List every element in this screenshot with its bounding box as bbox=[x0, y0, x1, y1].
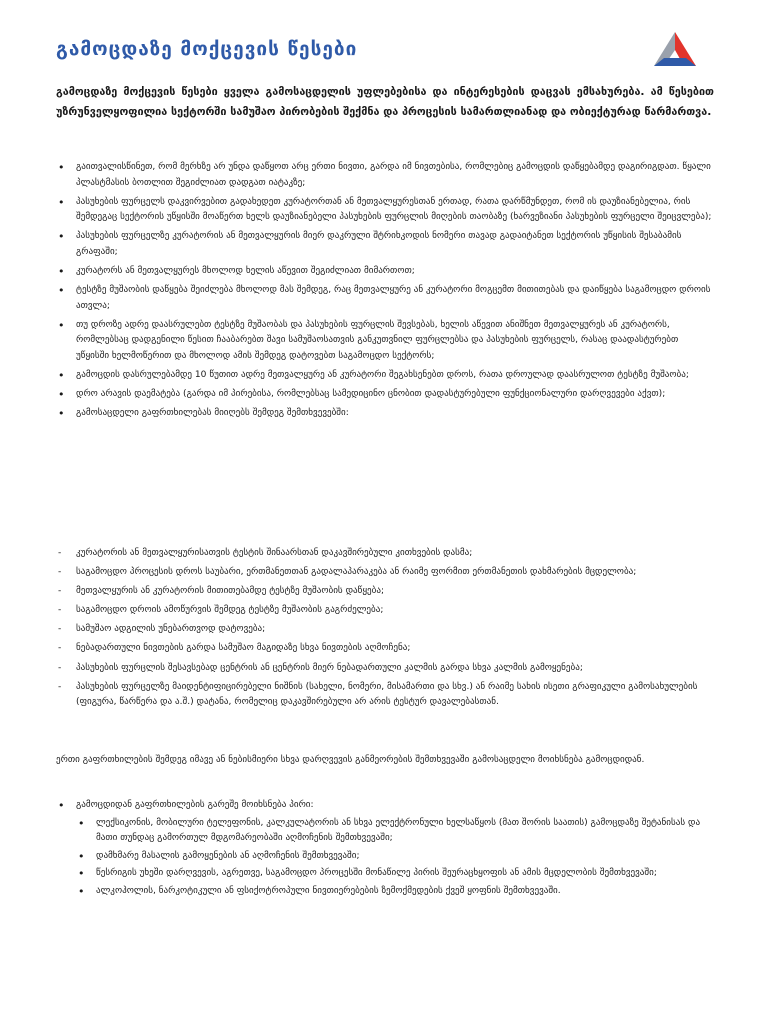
list-item: - პასუხების ფურცლის შესავსებად ცენტრის ან ცენტრის მიერ ნებადართული კალმის გარდა სხვა კალმის გამოყენება; bbox=[56, 661, 714, 677]
rules-list bbox=[56, 160, 714, 425]
list-item: • გამოსაცდელი გაფრთხილებას მიიღებს შემდეგ შემთხვევებში: bbox=[56, 406, 714, 422]
list-item: - საგამოცდო პროცესის დროს საუბარი, ერთმანეთთან გადალაპარაკება ან რაიმე ფორმით ერთმანეთის დახმარების მცდელობა; bbox=[56, 565, 714, 581]
removal-cases bbox=[76, 816, 714, 900]
list-item: • პასუხების ფურცელზე კურატორის ან მეთვალყურის მიერ დაკრული შტრიხკოდის ნომერი თავად გადაიტანეთ სექტორის უწყისის შესაბამის გრაფაში; bbox=[56, 229, 714, 260]
removal-intro: გამოცდიდან გაფრთხილების გარეშე მოიხსნება პირი: bbox=[76, 800, 314, 810]
list-item: - მეთვალყურის ან კურატორის მითითებამდე ტესტზე მუშაობის დაწყება; bbox=[56, 584, 714, 600]
list-item: • გამოცდის დასრულებამდე 10 წუთით ადრე მეთვალყურე ან კურატორი შეგახსენებთ დროს, რათა დროულად დაასრულოთ ტესტზე მუშაობა; bbox=[56, 368, 714, 384]
removal-note: ერთი გაფრთხილების შემდეგ იმავე ან ნებისმიერი სხვა დარღვევის განმეორების შემთხვევაში გამოსაცდელი მოიხსნება გამოცდიდან. bbox=[56, 755, 645, 765]
list-item: - ნებადართული ნივთების გარდა სამუშაო მაგიდაზე სხვა ნივთების აღმოჩენა; bbox=[56, 641, 714, 657]
list-item: • პასუხების ფურცელს დაკვირვებით გადახედეთ კურატორთან ან მეთვალყურესთან ერთად, რათა დარწმუნდეთ, რომ ის დაუზიანებელია, რის შემდეგაც სექტორის უწყისში მოაწერთ ხელს დაუზიანებელი პასუხების ფურცლის მიღების თაობაზე (ხარვეზიანი პასუხების ფურცელი შეიცვლება); bbox=[56, 195, 714, 226]
list-item: • დამხმარე მასალის გამოყენების ან აღმოჩენის შემთხვევაში; bbox=[76, 849, 714, 865]
list-item: - სამუშაო ადგილის უნებართვოდ დატოვება; bbox=[56, 622, 714, 638]
list-item: - საგამოცდო დროის ამოწურვის შემდეგ ტესტზე მუშაობის გაგრძელება; bbox=[56, 603, 714, 619]
list-item: • კურატორს ან მეთვალყურეს მხოლოდ ხელის აწევით შეგიძლიათ მიმართოთ; bbox=[56, 264, 714, 280]
intro-paragraph: გამოცდაზე მოქცევის წესები ყველა გამოსაცდელის უფლებებისა და ინტერესების დაცვას ემსახურება. ამ წესებით უზრუნველყოფილია სექტორში სამუშაო პირობების შექმნა და პროცესის სამართლიანად და ობიექტურად წარმართვა. bbox=[56, 85, 714, 118]
list-item: • ლექსიკონის, მობილური ტელეფონის, კალკულატორის ან სხვა ელექტრონული ხელსაწყოს (მათ შორის საათის) გამოცდაზე შეტანისას და მათი თუნდაც გამორთულ მდგომარეობაში აღმოჩენის შემთხვევაში; bbox=[76, 816, 714, 847]
list-item: • თუ დროზე ადრე დაასრულებთ ტესტზე მუშაობას და პასუხების ფურცლის შევსებას, ხელის აწევით ანიშნეთ მეთვალყურეს ან კურატორს, რომლებსაც დადგენილი წესით ჩააბარებთ შავი სამუშაოსათვის განკუთვნილ ფურცლებსა და პასუხების ფურცელს, რასაც დაადასტურებთ უწყისში ხელმოწერით და მხოლოდ ამის შემდეგ დატოვებთ საგამოცდო სექტორს; bbox=[56, 318, 714, 365]
list-item: - პასუხების ფურცელზე მაიდენტიფიცირებელი ნიშნის (სახელი, ნომერი, მისამართი და სხვ.) ან რაიმე სახის ისეთი გრაფიკული გამოსახულების (ფიგურა, წარწერა და ა.შ.) დატანა, რომელიც დაკავშირებული არ არის ტესტურ დავალებასთან. bbox=[56, 680, 714, 711]
list-item: • წესრიგის უხეში დარღვევის, აგრეთვე, საგამოცდო პროცესში მონაწილე პირის შეურაცხყოფის ან ამის მცდელობის შემთხვევაში; bbox=[76, 866, 714, 882]
list-item: • ტესტზე მუშაობის დაწყება შეიძლება მხოლოდ მას შემდეგ, რაც მეთვალყურე ან კურატორი მოგცემთ მითითებას და დაიწყება საგამოცდო დროის ათვლა; bbox=[56, 283, 714, 314]
list-item: - კურატორის ან მეთვალყურისათვის ტესტის შინაარსთან დაკავშირებული კითხვების დასმა; bbox=[56, 546, 714, 562]
list-item: • ალკოჰოლის, ნარკოტიკული ან ფსიქოტროპული ნივთიერებების ზემოქმედების ქვეშ ყოფნის შემთხვევაში. bbox=[76, 884, 714, 900]
list-item bbox=[56, 798, 714, 900]
list-item: • გაითვალისწინეთ, რომ მერხზე არ უნდა დაწყოთ არც ერთი ნივთი, გარდა იმ ნივთებისა, რომლებიც გამოცდის დაწყებამდე დაგირიგდათ. წყალი პლასტმასის ბოთლით შეგიძლიათ დადგათ იატაკზე; bbox=[56, 160, 714, 191]
triangle-logo-icon bbox=[652, 30, 698, 68]
warnings-list bbox=[56, 546, 714, 714]
removal-list bbox=[56, 798, 714, 903]
list-item: • დრო არავის დაემატება (გარდა იმ პირებისა, რომლებსაც სამედიცინო ცნობით დადასტურებული ფუნქციონალური დარღვევები აქვთ); bbox=[56, 387, 714, 403]
page-title: გამოცდაზე მოქცევის წესები bbox=[56, 38, 358, 60]
